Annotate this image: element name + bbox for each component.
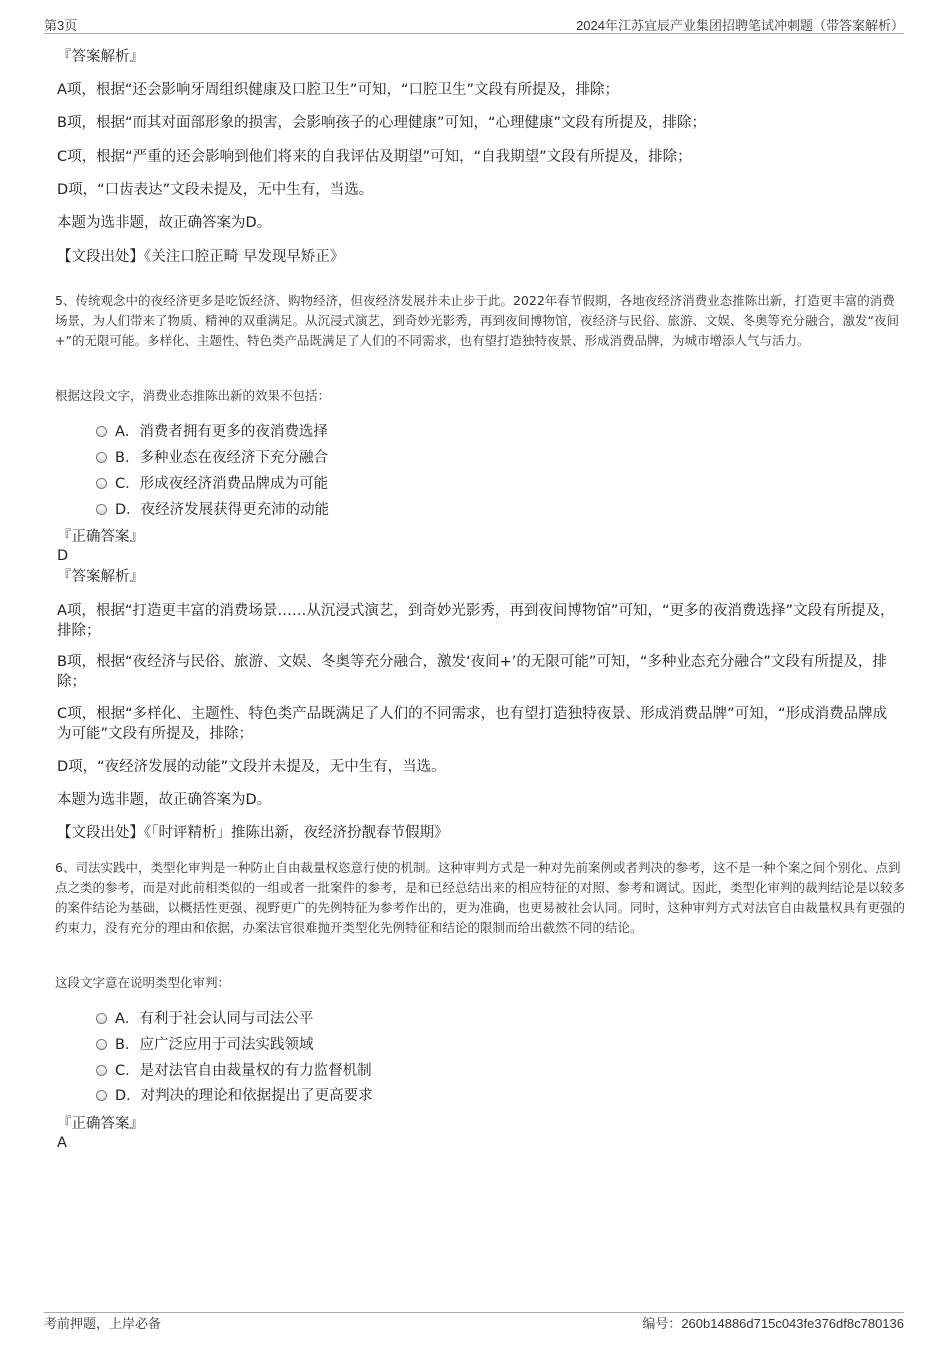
option-label: D．对判决的理论和依据提出了更高要求: [115, 1088, 373, 1104]
analysis-line: A项，根据“打造更丰富的消费场景……从沉浸式演艺，到奇妙光影秀，再到夜间博物馆”可知，“更多的夜消费选择”文段有所提及，排除；: [57, 603, 895, 639]
page-number: 第3页: [44, 18, 78, 33]
radio-icon[interactable]: [96, 1013, 107, 1024]
option-label: A．有利于社会认同与司法公平: [115, 1011, 314, 1027]
radio-icon[interactable]: [96, 426, 107, 437]
correct-answer: A: [57, 1135, 67, 1151]
option-d[interactable]: [96, 500, 329, 520]
question-prompt: 根据这段文字，消费业态推陈出新的效果不包括：: [55, 388, 331, 403]
analysis-line: B项，根据“夜经济与民俗、旅游、文娱、冬奥等充分融合，激发‘夜间+’的无限可能”可知，“多种业态充分融合”文段有所提及，排除；: [57, 654, 887, 690]
radio-icon[interactable]: [96, 478, 107, 489]
analysis-conclusion: 本题为选非题，故正确答案为D。: [57, 215, 272, 231]
correct-answer-label: 『正确答案』: [57, 1116, 144, 1132]
document-id: 编号：260b14886d715c043fe376df8c780136: [642, 1316, 904, 1331]
analysis-label: 『答案解析』: [57, 49, 144, 65]
option-label: D．夜经济发展获得更充沛的动能: [115, 502, 330, 518]
analysis-line: D项，“口齿表达”文段未提及，无中生有，当选。: [57, 182, 374, 198]
question-prompt: 这段文字意在说明类型化审判：: [55, 975, 231, 990]
option-label: C．是对法官自由裁量权的有力监督机制: [115, 1063, 372, 1079]
option-d[interactable]: [96, 1086, 373, 1106]
option-c[interactable]: [96, 1061, 372, 1081]
option-label: B．应广泛应用于司法实践领域: [115, 1037, 314, 1053]
footer-slogan: 考前押题，上岸必备: [44, 1316, 162, 1331]
source-citation: 【文段出处】《关注口腔正畸 早发现早矫正》: [57, 249, 345, 265]
radio-icon[interactable]: [96, 452, 107, 463]
analysis-line: B项，根据“而其对面部形象的损害，会影响孩子的心理健康”可知，“心理健康”文段有所提及，排除；: [57, 115, 706, 131]
radio-icon[interactable]: [96, 504, 107, 515]
analysis-label: 『答案解析』: [57, 569, 144, 585]
option-label: A．消费者拥有更多的夜消费选择: [115, 424, 328, 440]
correct-answer-label: 『正确答案』: [57, 529, 144, 545]
document-title: 2024年江苏宜辰产业集团招聘笔试冲刺题（带答案解析）: [576, 18, 904, 33]
option-b[interactable]: [96, 448, 328, 468]
correct-answer: D: [57, 548, 69, 564]
analysis-conclusion: 本题为选非题，故正确答案为D。: [57, 792, 272, 808]
radio-icon[interactable]: [96, 1039, 107, 1050]
option-a[interactable]: [96, 422, 328, 442]
analysis-line: D项，“夜经济发展的动能”文段并未提及，无中生有，当选。: [57, 759, 446, 775]
option-label: B．多种业态在夜经济下充分融合: [115, 450, 328, 466]
question-stem: 5、传统观念中的夜经济更多是吃饭经济、购物经济，但夜经济发展并未止步于此。2022年春节假期，各地夜经济消费业态推陈出新，打造更丰富的消费场景，为人们带来了物质、精神的双重满足。从沉浸式演艺，到奇妙光影秀，再到夜间博物馆，夜经济与民俗、旅游、文娱、冬奥等充分融合，激发“夜间+”的无限可能。多样化、主题性、特色类产品既满足了人们的不同需求，也有望打造独特夜景、形成消费品牌，为城市增添人气与活力。: [55, 293, 899, 348]
option-c[interactable]: [96, 474, 328, 494]
question-stem: 6、司法实践中，类型化审判是一种防止自由裁量权恣意行使的机制。这种审判方式是一种对先前案例或者判决的参考，这不是一种个案之间个别化、点到点之类的参考，而是对此前相类似的一组或者一批案件的参考，是和已经总结出来的相应特征的对照、参考和调试。因此，类型化审判的裁判结论是以较多的案件结论为基础，以概括性更强、视野更广的先例特征为参考作出的，更为准确，也更易被社会认同。同时，这种审判方式对法官自由裁量权具有更强的约束力，没有充分的理由和依据，办案法官很难抛开类型化先例特征和结论的限制而给出截然不同的结论。: [55, 860, 906, 935]
option-label: C．形成夜经济消费品牌成为可能: [115, 476, 329, 492]
analysis-line: A项，根据“还会影响牙周组织健康及口腔卫生”可知，“口腔卫生”文段有所提及，排除；: [57, 82, 619, 98]
analysis-line: C项，根据“多样化、主题性、特色类产品既满足了人们的不同需求，也有望打造独特夜景、形成消费品牌”可知，“形成消费品牌成为可能”文段有所提及，排除；: [57, 706, 888, 742]
source-citation: 【文段出处】《「时评精析」推陈出新，夜经济扮靓春节假期》: [57, 825, 449, 841]
analysis-line: C项，根据“严重的还会影响到他们将来的自我评估及期望”可知，“自我期望”文段有所提及，排除；: [57, 149, 692, 165]
radio-icon[interactable]: [96, 1065, 107, 1076]
option-b[interactable]: [96, 1035, 313, 1055]
option-a[interactable]: [96, 1009, 313, 1029]
header-divider: [44, 33, 904, 34]
radio-icon[interactable]: [96, 1090, 107, 1101]
